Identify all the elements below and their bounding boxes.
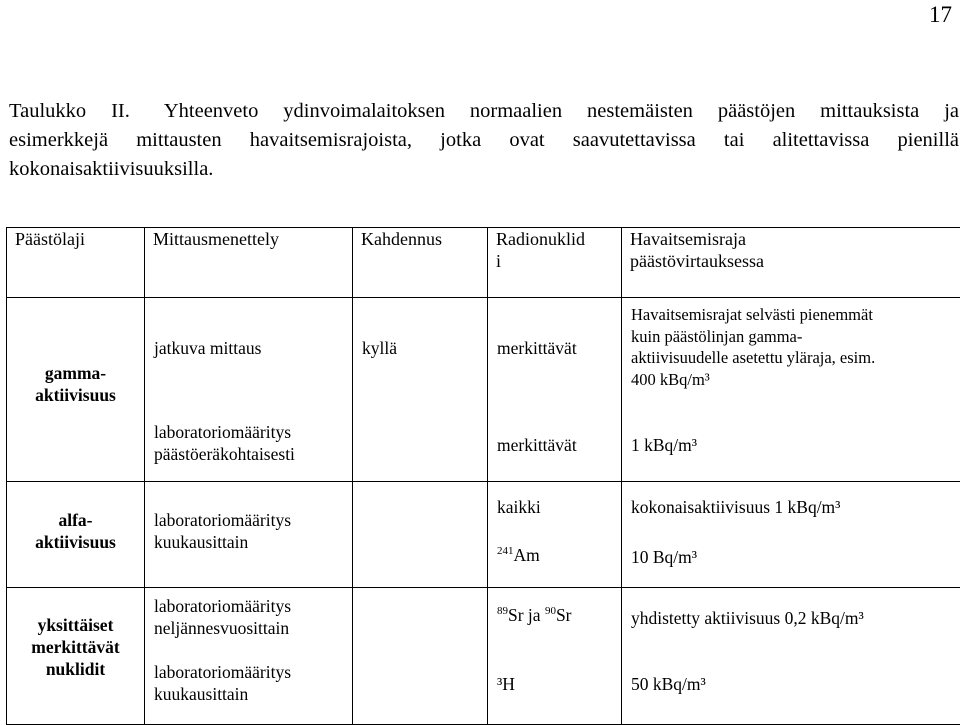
header-emission-type-text: Päästölaji xyxy=(15,229,85,249)
header-duplication-text: Kahdennus xyxy=(361,229,442,249)
gamma-limit-1-line3: aktiivisuudelle asetettu yläraja, esim. xyxy=(631,347,875,369)
alfa-nuclide-2-mass: 241 xyxy=(497,545,514,557)
gamma-nuclide-2: merkittävät xyxy=(497,434,577,456)
alfa-label-cell xyxy=(7,482,145,588)
caption-label: Taulukko II. xyxy=(9,100,130,122)
gamma-method-1: jatkuva mittaus xyxy=(154,337,261,359)
single-group-row xyxy=(7,588,960,725)
single-limit-cell xyxy=(622,588,960,725)
gamma-limit-1-line4: 400 kBq/m³ xyxy=(631,369,875,391)
header-radionuclide-line2: i xyxy=(496,250,613,272)
header-radionuclide xyxy=(488,228,622,298)
single-nuclide-1-mass-a: 89 xyxy=(497,605,508,617)
page-number: 17 xyxy=(929,2,952,28)
header-detection-limit xyxy=(622,228,960,298)
single-nuclide-1 xyxy=(497,604,572,626)
single-limit-1: yhdistetty aktiivisuus 0,2 kBq/m³ xyxy=(631,607,864,629)
gamma-nuclide-cell xyxy=(488,298,622,482)
gamma-nuclide-1: merkittävät xyxy=(497,337,577,359)
alfa-nuclide-cell xyxy=(488,482,622,588)
gamma-label-cell xyxy=(7,298,145,482)
gamma-duplication-1: kyllä xyxy=(362,337,397,359)
alfa-duplication-cell xyxy=(353,482,488,588)
alfa-method-line2: kuukausittain xyxy=(154,531,291,553)
single-duplication-cell xyxy=(353,588,488,725)
alfa-limit-1: kokonaisaktiivisuus 1 kBq/m³ xyxy=(631,496,840,518)
alfa-group-row xyxy=(7,482,960,588)
emissions-table xyxy=(6,227,960,725)
single-method-1-line1: laboratoriomääritys xyxy=(154,595,291,617)
single-nuclide-1-text-b: Sr xyxy=(556,605,572,625)
caption-line-1 xyxy=(9,97,959,126)
gamma-limit-1-line1: Havaitsemisrajat selvästi pienemmät xyxy=(631,304,875,326)
gamma-limit-1-line2: kuin päästölinjan gamma- xyxy=(631,326,875,348)
single-method-2-line1: laboratoriomääritys xyxy=(154,661,291,683)
alfa-nuclide-2 xyxy=(497,544,540,566)
single-nuclide-cell xyxy=(488,588,622,725)
single-method-1-line2: neljännesvuosittain xyxy=(154,617,291,639)
single-method-2 xyxy=(154,661,291,705)
gamma-method-2-line1: laboratoriomääritys xyxy=(154,421,295,443)
alfa-nuclide-2-symbol: Am xyxy=(514,545,540,565)
gamma-group-row xyxy=(7,298,960,482)
header-detection-limit-line2: päästövirtauksessa xyxy=(630,250,952,272)
alfa-label-line1: alfa- xyxy=(7,509,144,531)
gamma-label-line1: gamma- xyxy=(7,362,144,384)
single-nuclide-1-mass-b: 90 xyxy=(545,605,556,617)
header-radionuclide-line1: Radionuklid xyxy=(496,228,613,250)
single-nuclide-1-text-a: Sr ja xyxy=(508,605,545,625)
alfa-nuclide-1: kaikki xyxy=(497,496,541,518)
gamma-method-2 xyxy=(154,421,295,465)
caption-line-2: esimerkkejä mittausten havaitsemisrajoista, jotka ovat saavutettavissa tai alitettavissa pienillä xyxy=(9,126,959,155)
caption-line-3: kokonaisaktiivisuuksilla. xyxy=(9,155,959,184)
header-detection-limit-line1: Havaitsemisraja xyxy=(630,228,952,250)
gamma-label-line2: aktiivisuus xyxy=(7,384,144,406)
header-emission-type xyxy=(7,228,145,298)
single-nuclide-2: ³H xyxy=(497,673,515,695)
single-label-line3: nuklidit xyxy=(7,658,144,680)
single-method-cell xyxy=(145,588,353,725)
header-duplication xyxy=(353,228,488,298)
gamma-method-cell xyxy=(145,298,353,482)
gamma-duplication-cell xyxy=(353,298,488,482)
header-method-text: Mittausmenettely xyxy=(153,229,279,249)
alfa-method-cell xyxy=(145,482,353,588)
single-label-line1: yksittäiset xyxy=(7,614,144,636)
gamma-limit-1 xyxy=(631,304,875,390)
alfa-method xyxy=(154,509,291,553)
alfa-limit-cell xyxy=(622,482,960,588)
gamma-limit-2: 1 kBq/m³ xyxy=(631,434,697,456)
single-limit-2: 50 kBq/m³ xyxy=(631,673,706,695)
alfa-label-line2: aktiivisuus xyxy=(7,531,144,553)
single-label-line2: merkittävät xyxy=(7,636,144,658)
table-caption xyxy=(9,97,959,184)
gamma-limit-cell xyxy=(622,298,960,482)
caption-text-1: Yhteenveto ydinvoimalaitoksen normaalien nestemäisten päästöjen mittauksista ja xyxy=(164,100,959,122)
alfa-limit-2: 10 Bq/m³ xyxy=(631,546,697,568)
single-method-1 xyxy=(154,595,291,639)
alfa-method-line1: laboratoriomääritys xyxy=(154,509,291,531)
single-method-2-line2: kuukausittain xyxy=(154,683,291,705)
gamma-method-2-line2: päästöeräkohtaisesti xyxy=(154,443,295,465)
header-row xyxy=(7,228,960,298)
header-method xyxy=(145,228,353,298)
single-label-cell xyxy=(7,588,145,725)
